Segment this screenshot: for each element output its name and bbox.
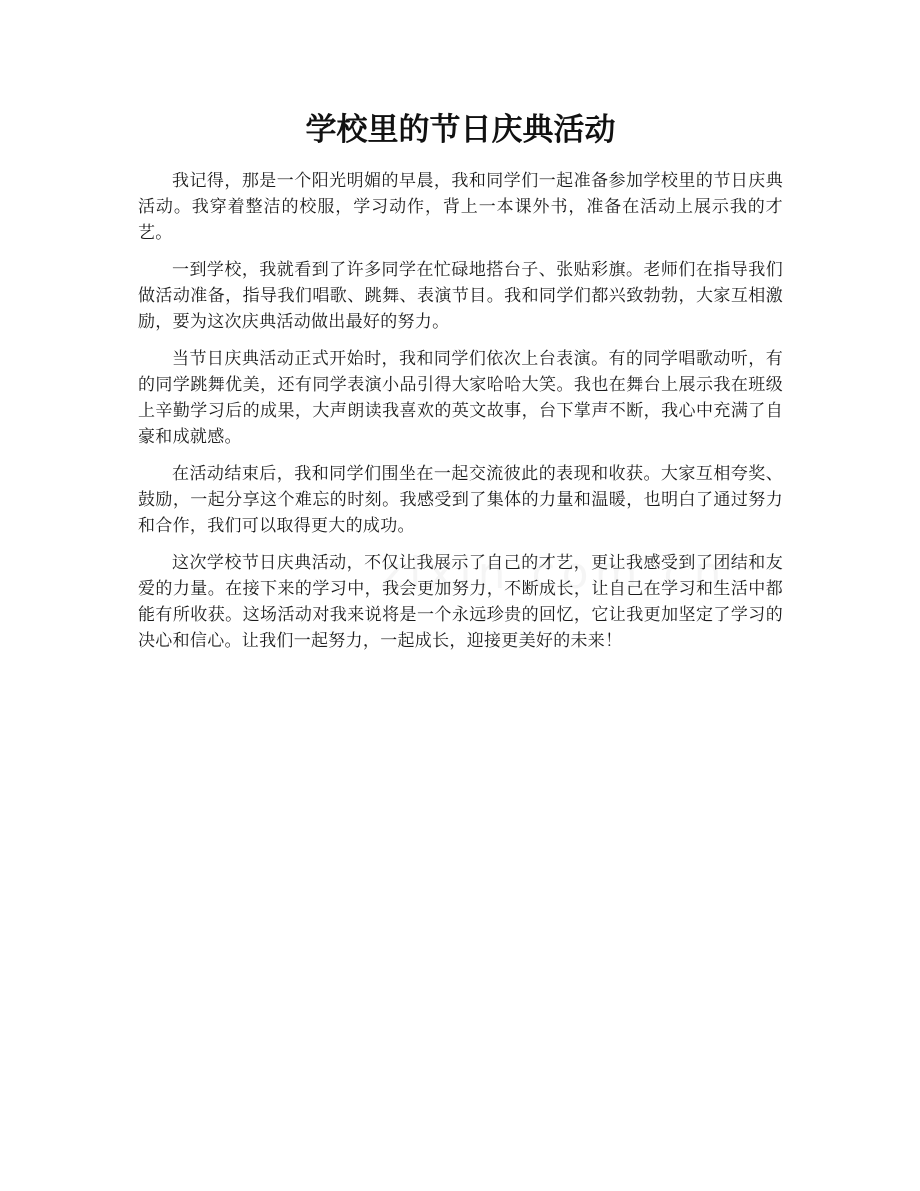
page-title: 学校里的节日庆典活动 bbox=[305, 112, 616, 148]
paragraph-2: 一到学校，我就看到了许多同学在忙碌地搭台子、张贴彩旗。老师们在指导我们做活动准备，指导我们唱歌、跳舞、表演节目。我和同学们都兴致勃勃，大家互相激励，要为这次庆典活动做出最好的努力。 bbox=[138, 260, 783, 332]
paragraph-3: 当节日庆典活动正式开始时，我和同学们依次上台表演。有的同学唱歌动听，有的同学跳舞优美，还有同学表演小品引得大家哈哈大笑。我也在舞台上展示我在班级上辛勤学习后的成果，大声朗读我喜欢的英文故事，台下掌声不断，我心中充满了自豪和成就感。 bbox=[138, 349, 783, 447]
paragraph-4: 在活动结束后，我和同学们围坐在一起交流彼此的表现和收获。大家互相夸奖、鼓励，一起分享这个难忘的时刻。我感受到了集体的力量和温暖，也明白了通过努力和合作，我们可以取得更大的成功。 bbox=[138, 464, 783, 536]
document-page bbox=[138, 110, 783, 665]
paragraph-5: 这次学校节日庆典活动，不仅让我展示了自己的才艺，更让我感受到了团结和友爱的力量。在接下来的学习中，我会更加努力，不断成长，让自己在学习和生活中都能有所收获。这场活动对我来说将是一个永远珍贵的回忆，它让我更加坚定了学习的决心和信心。让我们一起努力，一起成长，迎接更美好的未来！ bbox=[138, 553, 783, 651]
paragraph-1: 我记得，那是一个阳光明媚的早晨，我和同学们一起准备参加学校里的节日庆典活动。我穿着整洁的校服，学习动作，背上一本课外书，准备在活动上展示我的才艺。 bbox=[138, 171, 783, 243]
